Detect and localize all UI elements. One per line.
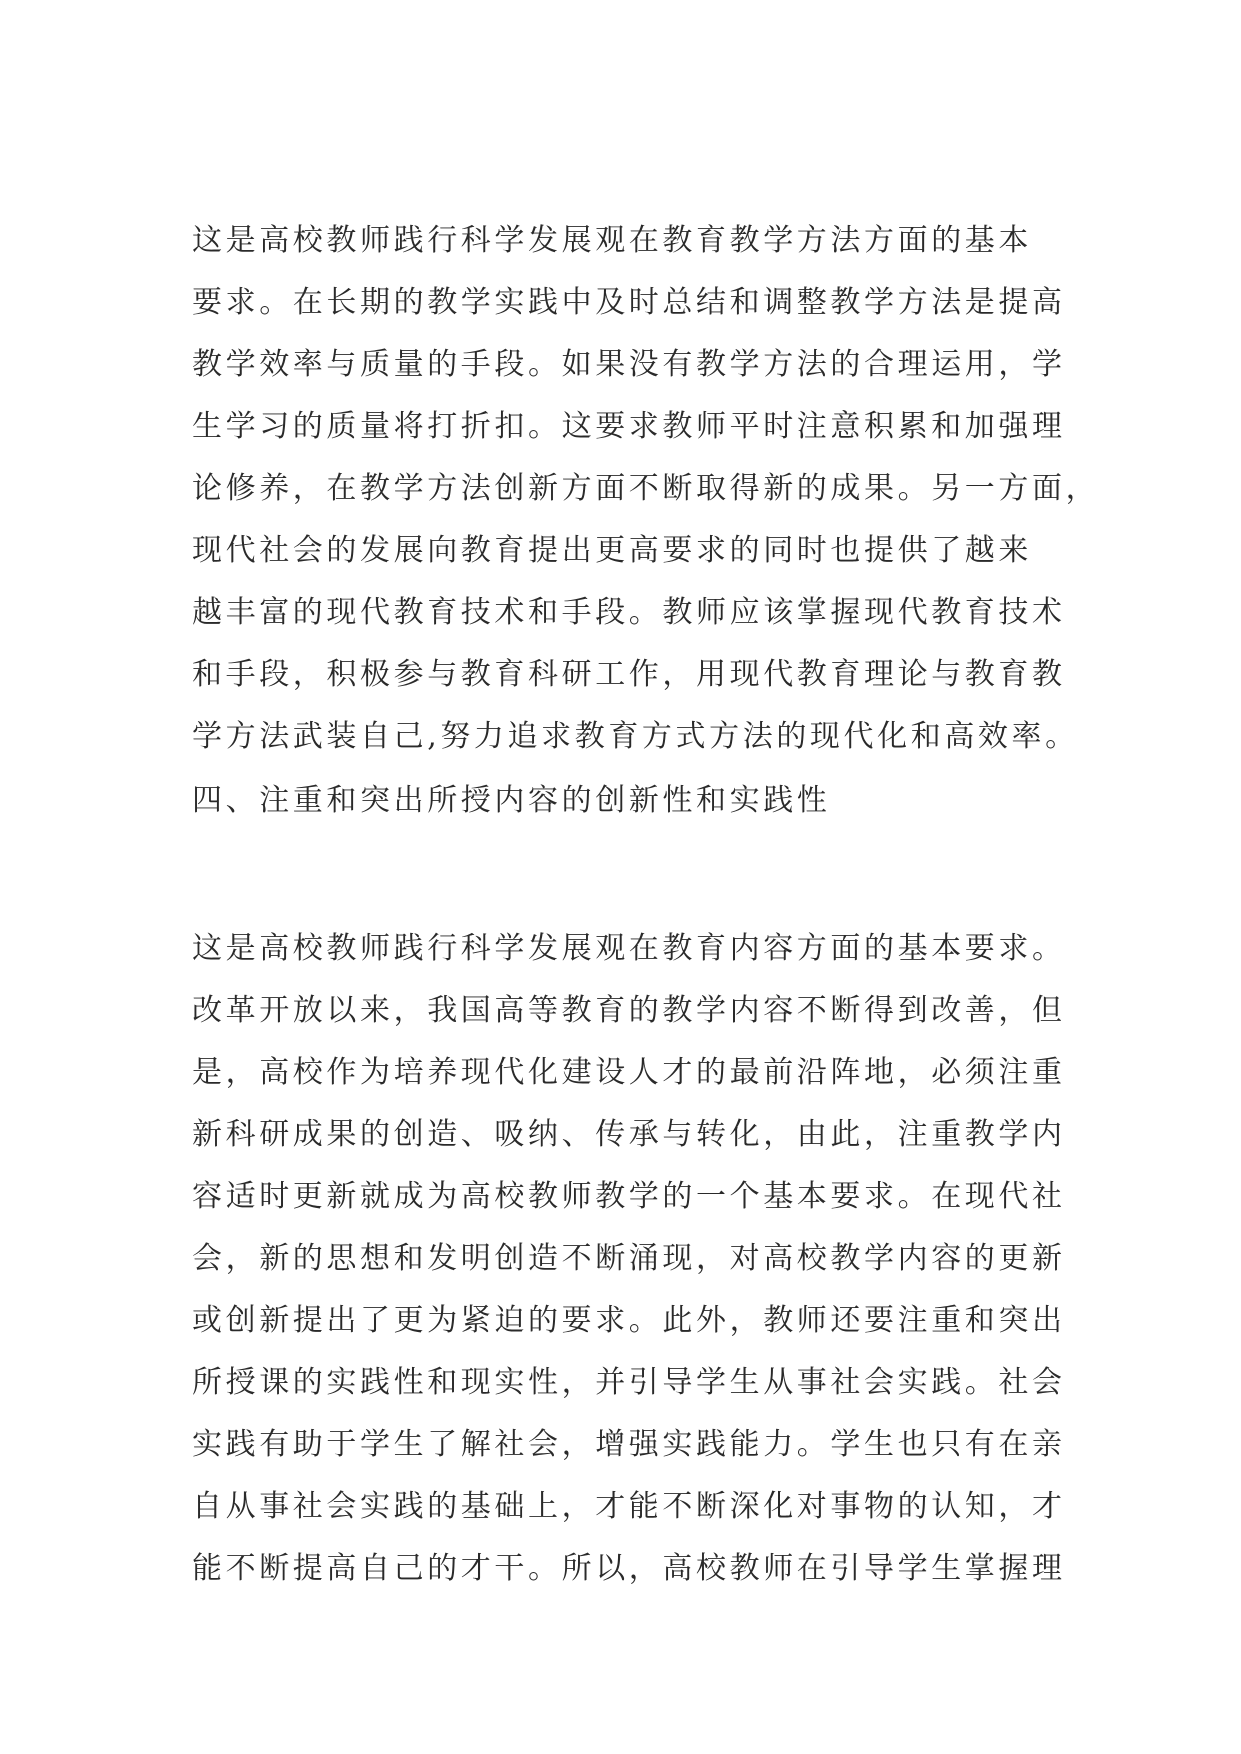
paragraph-line: 学方法武装自己,努力追求教育方式方法的现代化和高效率。 bbox=[192, 719, 1079, 754]
paragraph-line: 自从事社会实践的基础上，才能不断深化对事物的认知，才 bbox=[192, 1489, 1066, 1524]
paragraph-line: 这是高校教师践行科学发展观在教育教学方法方面的基本 bbox=[192, 223, 1032, 258]
paragraph-line: 这是高校教师践行科学发展观在教育内容方面的基本要求。 bbox=[192, 931, 1066, 966]
section-heading-text: 四、注重和突出所授内容的创新性和实践性 bbox=[192, 783, 831, 818]
paragraph-line: 改革开放以来，我国高等教育的教学内容不断得到改善，但 bbox=[192, 993, 1066, 1028]
paragraph-line: 现代社会的发展向教育提出更高要求的同时也提供了越来 bbox=[192, 533, 1032, 568]
paragraph-line: 和手段，积极参与教育科研工作，用现代教育理论与教育教 bbox=[192, 657, 1066, 692]
paragraph-line: 新科研成果的创造、吸纳、传承与转化，由此，注重教学内 bbox=[192, 1117, 1066, 1152]
paragraph-line: 容适时更新就成为高校教师教学的一个基本要求。在现代社 bbox=[192, 1179, 1066, 1214]
paragraph-line: 生学习的质量将打折扣。这要求教师平时注意积累和加强理 bbox=[192, 409, 1066, 444]
paragraph-line: 会，新的思想和发明创造不断涌现，对高校教学内容的更新 bbox=[192, 1241, 1066, 1276]
paragraph-line: 论修养，在教学方法创新方面不断取得新的成果。另一方面， bbox=[192, 471, 1100, 506]
paragraph-teaching-methods bbox=[192, 210, 1100, 768]
paragraph-line: 要求。在长期的教学实践中及时总结和调整教学方法是提高 bbox=[192, 285, 1066, 320]
paragraph-line: 越丰富的现代教育技术和手段。教师应该掌握现代教育技术 bbox=[192, 595, 1066, 630]
paragraph-line: 是，高校作为培养现代化建设人才的最前沿阵地，必须注重 bbox=[192, 1055, 1066, 1090]
paragraph-teaching-content bbox=[192, 918, 1072, 1600]
paragraph-line: 所授课的实践性和现实性，并引导学生从事社会实践。社会 bbox=[192, 1365, 1066, 1400]
section-heading bbox=[192, 770, 1072, 832]
paragraph-line: 能不断提高自己的才干。所以，高校教师在引导学生掌握理 bbox=[192, 1551, 1066, 1586]
paragraph-line: 教学效率与质量的手段。如果没有教学方法的合理运用，学 bbox=[192, 347, 1066, 382]
paragraph-line: 实践有助于学生了解社会，增强实践能力。学生也只有在亲 bbox=[192, 1427, 1066, 1462]
paragraph-line: 或创新提出了更为紧迫的要求。此外，教师还要注重和突出 bbox=[192, 1303, 1066, 1338]
